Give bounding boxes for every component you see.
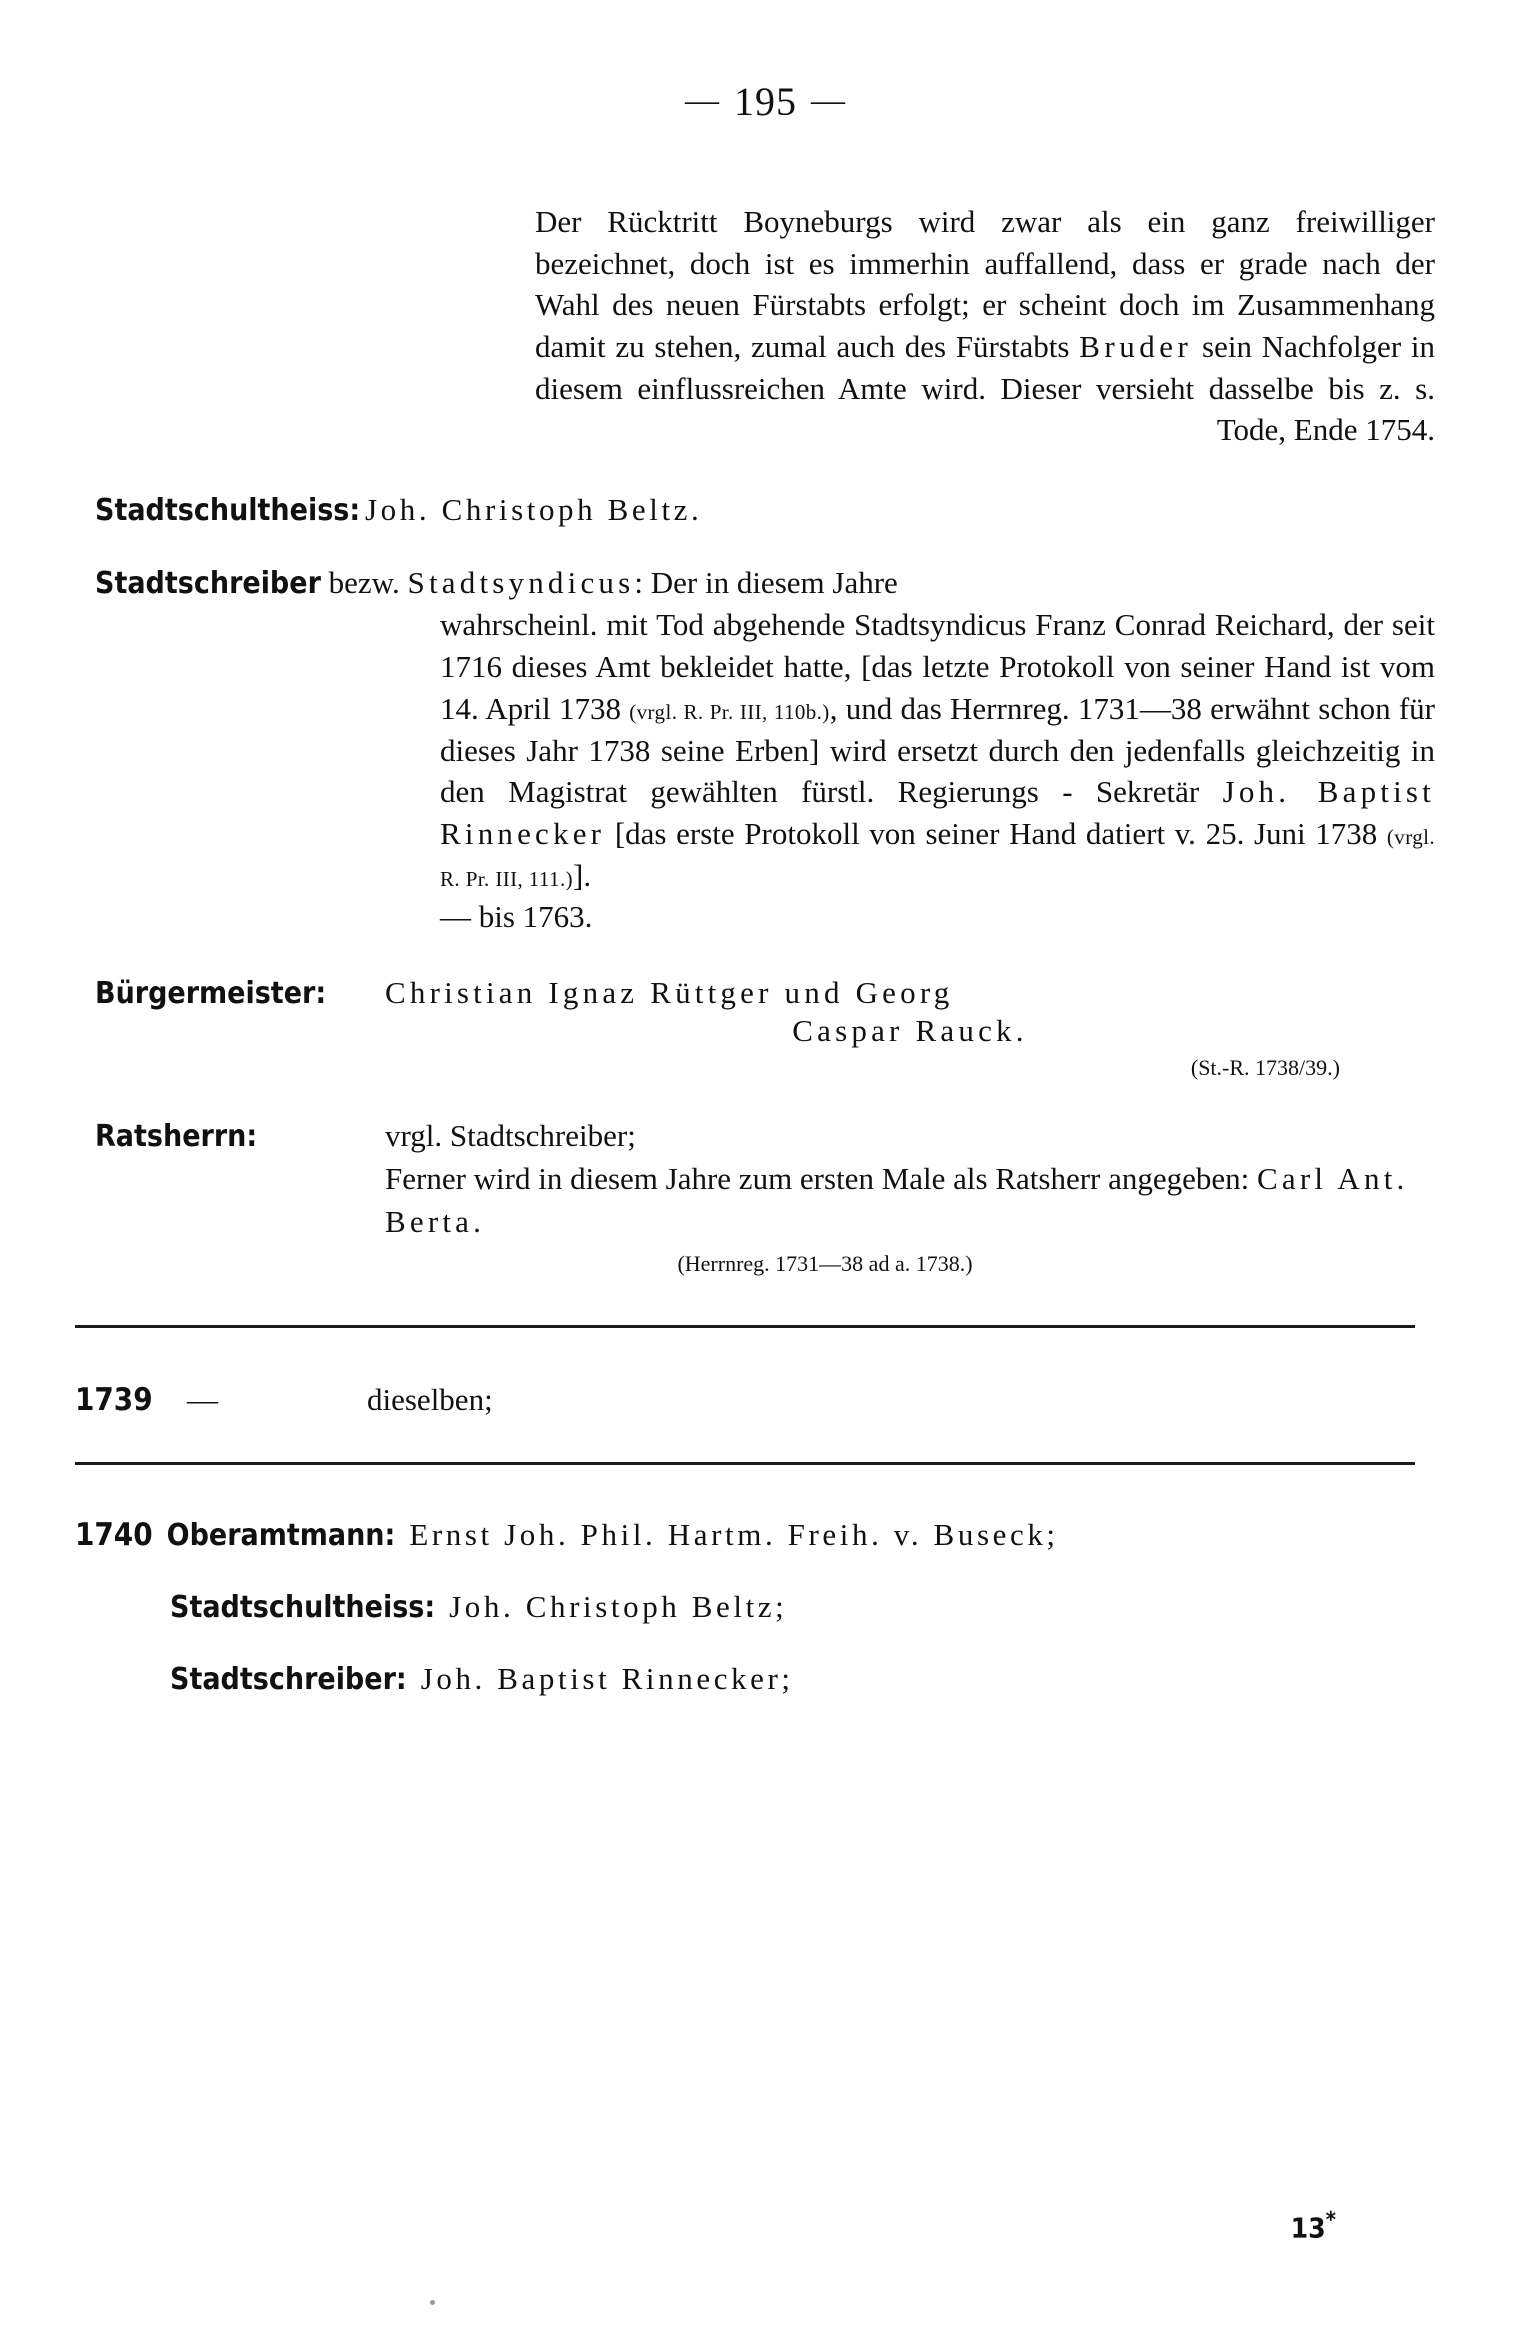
stadtschreiber-lead-plain: bezw. [320, 565, 408, 601]
entry-1739-value: dieselben; [367, 1382, 493, 1418]
row-ratsherrn-1738 [95, 1115, 1435, 1277]
text-column [75, 170, 1435, 1698]
row-buergermeister-1738 [95, 974, 1435, 1081]
intro-emphasis-bruder: Bruder [1079, 329, 1193, 365]
running-head [0, 78, 1531, 125]
label-stadtschultheiss-1740: Stadtschultheiss: [170, 1590, 436, 1626]
row-oberamtmann-1740 [75, 1517, 1435, 1553]
running-head-dash-right: — [811, 82, 846, 119]
intro-paragraph [535, 201, 1435, 451]
label-stadtschultheiss: Stadtschultheiss: [95, 493, 361, 529]
value-stadtschreiber-1740: Joh. Baptist Rinnecker; [420, 1661, 794, 1697]
row-stadtschreiber-1740 [170, 1661, 1435, 1697]
row-entry-1739 [75, 1382, 1435, 1418]
stadtschreiber-emphasis-stadtsyndicus: Stadtsyndicus [407, 565, 635, 601]
row-stadtschreiber-1738 [95, 562, 1435, 938]
buergermeister-first-line [95, 974, 1435, 1013]
ratsherrn-first-line [95, 1115, 1435, 1157]
ratsherrn-line-1: vrgl. Stadtschreiber; [385, 1117, 636, 1153]
stadtschreiber-body-a: wahrscheinl. mit Tod abgehende Stadtsyndicus Franz Conrad Reichard, der seit 1716 dieses Amt bekleidet hatte, [das letzte Protokoll von seiner Hand ist vom 14. April 1738 [440, 607, 1435, 726]
stadtschreiber-body-d: ]. [573, 857, 592, 893]
stadtschreiber-lead-line [95, 562, 1435, 604]
value-buergermeister-line-2: Caspar Rauck. [792, 1012, 1028, 1048]
label-ratsherrn: Ratsherrn: [95, 1118, 258, 1154]
signature-star: * [1325, 2208, 1336, 2233]
page-number: 195 [734, 79, 797, 124]
year-1740: 1740 [75, 1517, 153, 1554]
year-1739: 1739 [75, 1382, 153, 1419]
intro-part-2: sein Nachfolger in diesem einflussreichen Amte wird. Dieser versieht dasselbe bis z. s. Tode, Ende 1754. [535, 329, 1435, 448]
value-buergermeister-line-1: Christian Ignaz Rüttger und Georg [385, 974, 954, 1010]
citation-r-pr-111: (vrgl. R. Pr. III, 111.) [440, 824, 1435, 891]
ratsherrn-line-2-text: Ferner wird in diesem Jahre zum ersten Male als Ratsherr angegeben: [385, 1160, 1257, 1196]
page-speck [430, 2300, 435, 2305]
label-stadtschreiber: Stadtschreiber [95, 566, 321, 602]
stadtschreiber-body-b: , und das Herrnreg. 1731—38 erwähnt schon für dieses Jahr 1738 seine Erben] wird ersetzt durch den jedenfalls gleichzeitig in den Magistrat gewählten fürstl. Regierungs - Sekretär [440, 690, 1435, 810]
stadtschreiber-body-c: [das erste Protokoll von seiner Hand datiert v. 25. Juni 1738 [605, 815, 1387, 851]
intro-part-1: Der Rücktritt Boyneburgs wird zwar als ein ganz freiwilliger bezeichnet, doch ist es immerhin auffallend, dass er grade nach der Wahl des neuen Fürstabts erfolgt; er scheint doch im Zusammenhang damit zu stehen, zumal auch des Fürstabts [535, 204, 1435, 365]
label-oberamtmann: Oberamtmann: [166, 1518, 396, 1554]
citation-st-r-1738-39: (St.-R. 1738/39.) [1190, 1054, 1340, 1080]
ratsherrn-emphasis-berta: Carl Ant. Berta. [385, 1160, 1409, 1240]
row-stadtschultheiss-1740 [170, 1589, 1435, 1625]
value-stadtschultheiss: Joh. Christoph Beltz. [365, 492, 703, 528]
label-stadtschreiber-1740: Stadtschreiber: [170, 1662, 407, 1698]
stadtschreiber-bis-line: — bis 1763. [440, 899, 593, 935]
citation-herrnreg-1731-38: (Herrnreg. 1731—38 ad a. 1738.) [677, 1251, 973, 1277]
value-oberamtmann: Ernst Joh. Phil. Hartm. Freih. v. Buseck; [409, 1517, 1059, 1553]
citation-r-pr-110b: (vrgl. R. Pr. III, 110b.) [629, 699, 830, 724]
row-stadtschultheiss-1738 [95, 491, 1435, 530]
stadtschreiber-lead-tail: : Der in diesem Jahre [634, 565, 898, 601]
value-stadtschultheiss-1740: Joh. Christoph Beltz; [449, 1589, 788, 1625]
entry-1739-dash: — [187, 1382, 218, 1418]
row-entry-1740 [75, 1517, 1435, 1697]
signature-mark [1291, 2208, 1336, 2244]
running-head-dash-left: — [685, 82, 720, 119]
stadtschreiber-emphasis-rinnecker: Joh. Baptist Rinnecker [440, 774, 1435, 851]
divider-rule-top [75, 1325, 1415, 1328]
label-buergermeister: Bürgermeister: [95, 975, 327, 1011]
stadtschreiber-body [440, 604, 1435, 896]
ratsherrn-line-2 [385, 1157, 1435, 1244]
divider-rule-bottom [75, 1462, 1415, 1465]
signature-number: 13 [1290, 2211, 1326, 2245]
